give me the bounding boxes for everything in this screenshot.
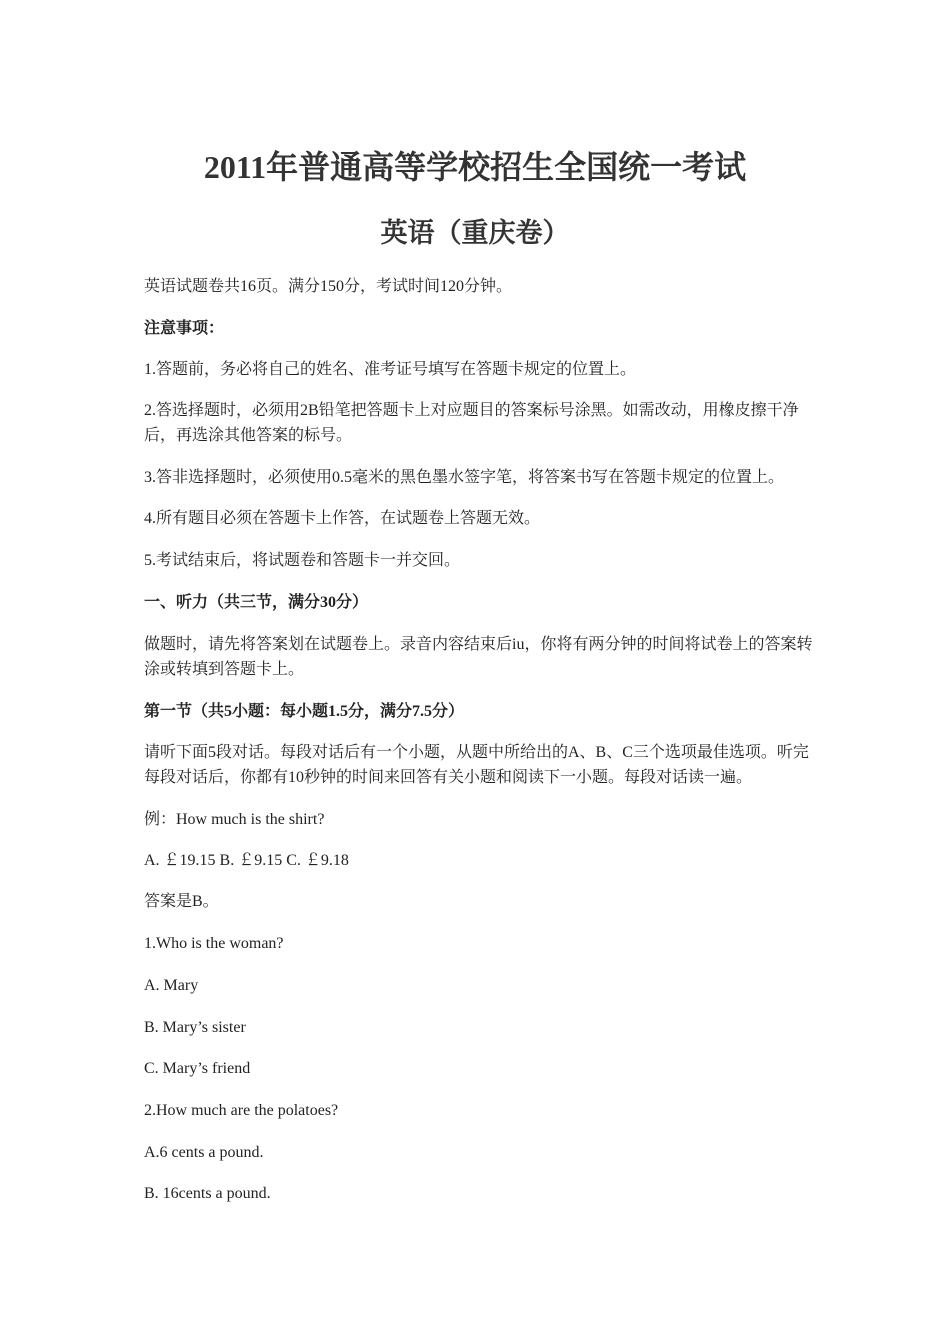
question-1: 1.Who is the woman? [144,935,284,952]
notice-item-1: 1.答题前，务必将自己的姓名、准考证号填写在答题卡规定的位置上。 [144,361,637,378]
question-2: 2.How much are the polatoes? [144,1102,339,1119]
example-answer: 答案是B。 [144,893,219,910]
part1-instruction: 做题时，请先将答案划在试题卷上。录音内容结束后iu，你将有两分钟的时间将试卷上的答案转涂或转填到答题卡上。 [144,636,813,678]
question-2-option-a: A.6 cents a pound. [144,1144,264,1161]
notice-item-2: 2.答选择题时，必须用2B铅笔把答题卡上对应题目的答案标号涂黑。如需改动，用橡皮擦干净后，再选涂其他答案的标号。 [144,402,799,444]
question-1-option-c: C. Mary’s friend [144,1060,251,1077]
question-1-option-a: A. Mary [144,977,199,994]
notice-item-5: 5.考试结束后，将试题卷和答题卡一并交回。 [144,552,461,569]
exam-title: 2011年普通高等学校招生全国统一考试 [203,149,747,185]
notice-item-3: 3.答非选择题时，必须使用0.5毫米的黑色墨水签字笔，将答案书写在答题卡规定的位置上。 [144,469,785,486]
notice-heading: 注意事项： [144,320,225,337]
example-options: A. ￡19.15 B. ￡9.15 C. ￡9.18 [144,852,349,869]
question-2-option-b: B. 16cents a pound. [144,1185,271,1202]
section1-heading: 第一节（共5小题：每小题1.5分，满分7.5分） [144,703,465,720]
exam-subtitle: 英语（重庆卷） [380,218,570,248]
question-1-option-b: B. Mary’s sister [144,1019,246,1036]
example-question: 例：How much is the shirt? [144,811,325,828]
part1-heading: 一、听力（共三节，满分30分） [144,594,369,611]
notice-item-4: 4.所有题目必须在答题卡上作答，在试题卷上答题无效。 [144,510,541,527]
exam-intro: 英语试题卷共16页。满分150分，考试时间120分钟。 [144,278,513,295]
section1-instruction: 请听下面5段对话。每段对话后有一个小题，从题中所给出的A、B、C三个选项最佳选项。听完每段对话后，你都有10秒钟的时间来回答有关小题和阅读下一小题。每段对话读一遍。 [144,744,809,786]
